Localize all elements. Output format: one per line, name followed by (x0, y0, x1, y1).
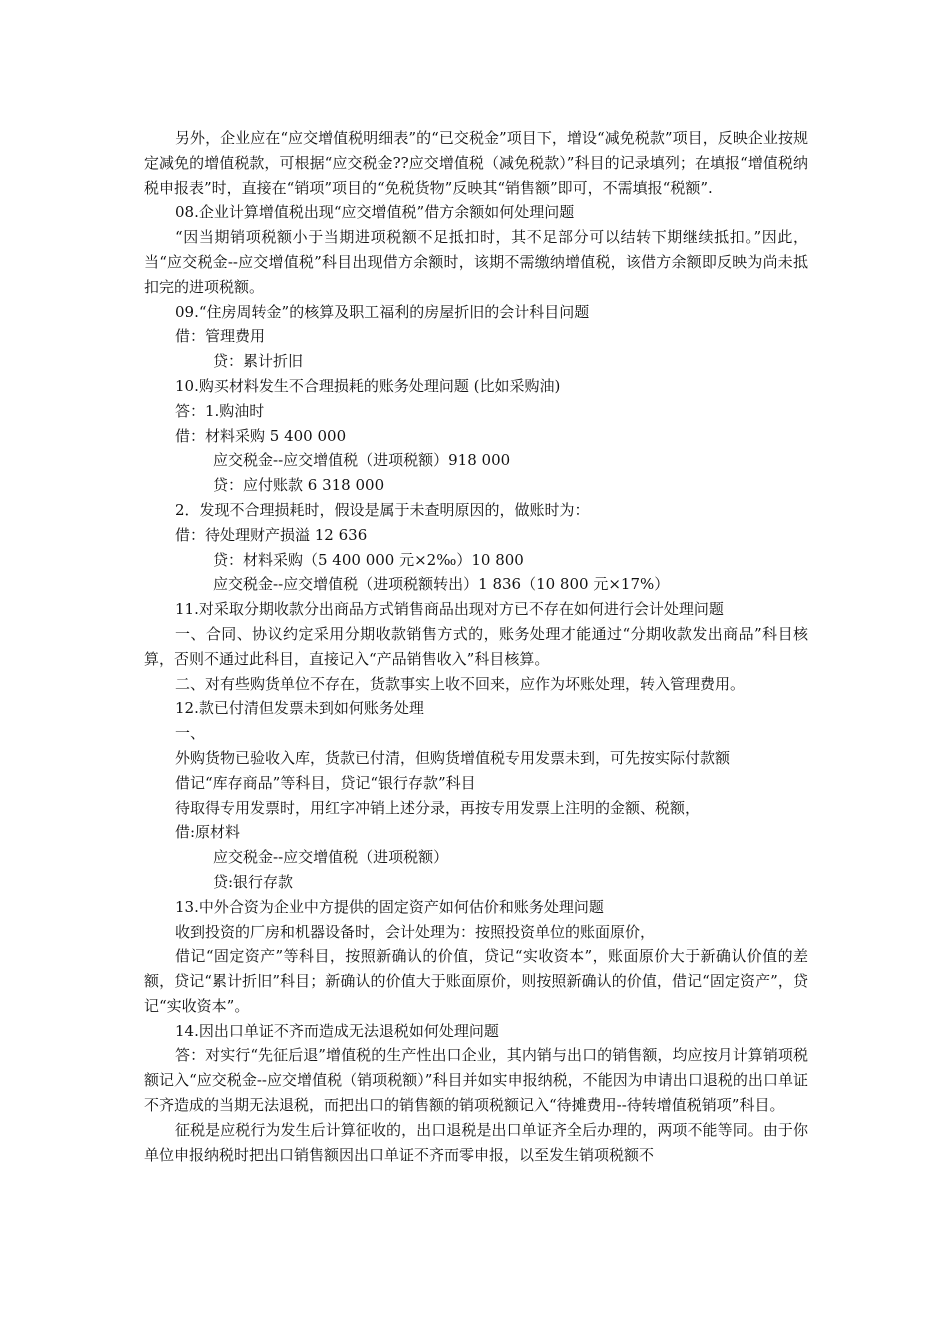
entry-debit-input-vat: 应交税金--应交增值税（进项税额）918 000 (213, 451, 511, 470)
paragraph-q14-answer: 答：对实行“先征后退”增值税的生产性出口企业，其内销与出口的销售额，均应按月计算销项税额记入“应交税金--应交增值税（销项税额）”科目并如实申报纳税，不能因为申请出口退税的出口单证不齐造成的当期无法退税，而把出口的销售额的销项税额记入“待摊费用--待转增值税销项”科目。 (144, 1046, 808, 1115)
q12-item-marker: 一、 (175, 724, 206, 743)
paragraph-q13-receive-investment: 收到投资的厂房和机器设备时，会计处理为：按照投资单位的账面原价， (175, 922, 656, 941)
paragraph-q08-answer: “因当期销项税额小于当期进项税额不足抵扣时，其不足部分可以结转下期继续抵扣。”因此，当“应交税金--应交增值税”科目出现借方余额时，该期不需缴纳增值税，该借方余额即反映为尚未抵扣完的进项税额。 (144, 228, 808, 296)
answer-q10-step2: 2．发现不合理损耗时，假设是属于未查明原因的，做账时为： (175, 500, 590, 519)
entry-credit-accounts-payable: 贷：应付账款 6 318 000 (213, 476, 385, 495)
entry-credit-material-purchase: 贷：材料采购（5 400 000 元×2‰）10 800 (213, 550, 524, 569)
document-body (144, 126, 808, 1167)
entry-debit-input-vat-q12: 应交税金--应交增值税（进项税额） (213, 848, 449, 867)
heading-q10: 10.购买材料发生不合理损耗的账务处理问题 (比如采购油) (175, 376, 561, 395)
entry-debit-material-purchase: 借：材料采购 5 400 000 (175, 426, 347, 445)
entry-debit-pending-loss: 借：待处理财产损溢 12 636 (175, 525, 368, 544)
paragraph-reduced-tax-note: 另外，企业应在“应交增值税明细表”的“已交税金”项目下，增设“减免税款”项目，反映企业按规定减免的增值税款，可根据“应交税金??应交增值税（减免税款）”科目的记录填列；在填报“增值税纳税申报表”时，直接在“销项”项目的“免税货物”反映其“销售额”即可，不需填报“税额”. (144, 129, 808, 197)
paragraph-q14-explanation: 征税是应税行为发生后计算征收的，出口退税是出口单证齐全后办理的，两项不能等同。由于你单位申报纳税时把出口销售额因出口单证不齐而零申报，以至发生销项税额不 (144, 1120, 808, 1164)
paragraph-q12-debit-inventory: 借记“库存商品”等科目，贷记“银行存款”科目 (175, 773, 476, 792)
heading-q08: 08.企业计算增值税出现“应交增值税”借方余额如何处理问题 (175, 203, 575, 222)
answer-q10-step1: 答：1.购油时 (175, 401, 265, 420)
paragraph-q12-red-reversal: 待取得专用发票时，用红字冲销上述分录，再按专用发票上注明的金额、税额， (175, 798, 701, 817)
entry-credit-input-vat-transfer: 应交税金--应交增值税（进项税额转出）1 836（10 800 元×17%） (213, 575, 670, 594)
entry-credit-accumulated-depreciation: 贷：累计折旧 (213, 352, 304, 371)
heading-q11: 11.对采取分期收款分出商品方式销售商品出现对方已不存在如何进行会计处理问题 (175, 600, 724, 619)
heading-q13: 13.中外合资为企业中方提供的固定资产如何估价和账务处理问题 (175, 897, 604, 916)
heading-q09: 09.“住房周转金”的核算及职工福利的房屋折旧的会计科目问题 (175, 302, 590, 321)
heading-q14: 14.因出口单证不齐而造成无法退税如何处理问题 (175, 1021, 499, 1040)
paragraph-q13-entries: 借记“固定资产”等科目，按照新确认的价值，贷记“实收资本”，账面原价大于新确认价值的差额，贷记“累计折旧”科目；新确认的价值大于账面原价，则按照新确认的价值，借记“固定资产”，贷记“实收资本”。 (144, 947, 808, 1015)
paragraph-q11-point2: 二、对有些购货单位不存在，货款事实上收不回来，应作为坏账处理，转入管理费用。 (175, 674, 746, 693)
heading-q12: 12.款已付清但发票未到如何账务处理 (175, 699, 424, 718)
paragraph-q12-goods-received: 外购货物已验收入库，货款已付清，但购货增值税专用发票未到，可先按实际付款额 (175, 748, 731, 767)
entry-debit-raw-materials: 借:原材料 (175, 823, 241, 842)
entry-credit-bank-deposit: 贷:银行存款 (213, 872, 294, 891)
paragraph-q11-point1: 一、合同、协议约定采用分期收款销售方式的，账务处理才能通过“分期收款发出商品”科目核算，否则不通过此科目，直接记入“产品销售收入”科目核算。 (144, 624, 808, 668)
entry-debit-management-expense: 借：管理费用 (175, 327, 266, 346)
